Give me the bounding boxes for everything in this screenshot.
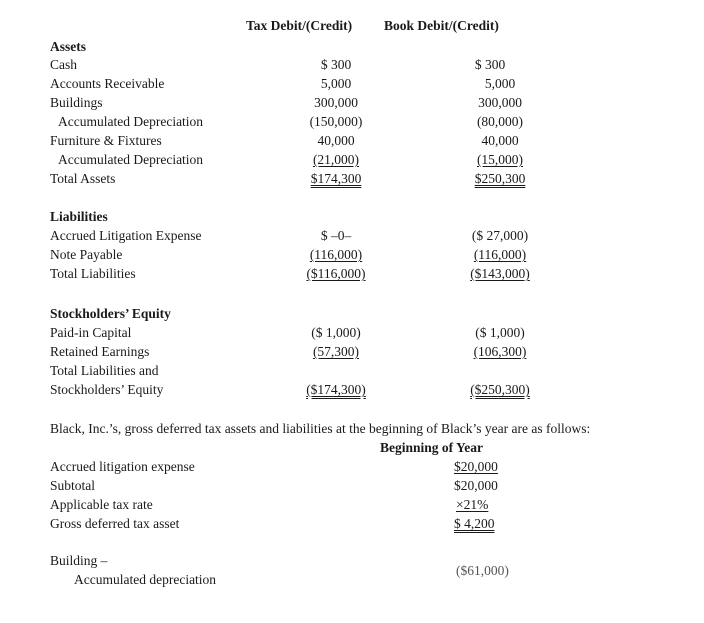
book-value: (106,300) (473, 344, 527, 359)
tax-value: $ 300 (320, 57, 352, 72)
row-label: Accumulated Depreciation (58, 152, 204, 167)
deferred-row-value: $20,000 (454, 478, 498, 493)
row-label: Cash (50, 57, 77, 72)
accumulated-depreciation-label: Accumulated depreciation (74, 572, 217, 587)
row-label: Total Liabilities and (50, 363, 159, 378)
beginning-of-year-header: Beginning of Year (380, 440, 484, 455)
tax-value: ($116,000) (306, 266, 366, 281)
tax-value: 5,000 (320, 76, 352, 91)
deferred-row-label: Subtotal (50, 478, 96, 493)
row-label: Total Liabilities (50, 266, 136, 281)
tax-value: (150,000) (309, 114, 363, 129)
building-value: ($61,000) (456, 563, 509, 578)
book-value: (116,000) (473, 247, 527, 262)
book-value: (80,000) (476, 114, 524, 129)
building-label: Building – (50, 553, 108, 568)
tax-value: ($174,300) (306, 382, 366, 397)
book-value: 40,000 (481, 133, 519, 148)
tax-value: $174,300 (310, 171, 362, 186)
book-column-header: Book Debit/(Credit) (384, 18, 499, 33)
assets-heading: Assets (50, 39, 86, 54)
liabilities-heading: Liabilities (50, 209, 108, 224)
row-label: Stockholders’ Equity (50, 382, 164, 397)
tax-value: (57,300) (312, 344, 360, 359)
equity-heading: Stockholders’ Equity (50, 306, 171, 321)
book-value: 300,000 (478, 95, 522, 110)
tax-value: (21,000) (312, 152, 360, 167)
book-value: 5,000 (484, 76, 516, 91)
deferred-row-label: Applicable tax rate (50, 497, 153, 512)
tax-value: ($ 1,000) (311, 325, 361, 340)
row-label: Accounts Receivable (50, 76, 165, 91)
book-value: ($143,000) (470, 266, 530, 281)
tax-value: 40,000 (317, 133, 355, 148)
row-label: Accrued Litigation Expense (50, 228, 202, 243)
tax-value: $ –0– (320, 228, 352, 243)
row-label: Accumulated Depreciation (58, 114, 204, 129)
book-value: ($250,300) (470, 382, 530, 397)
book-value: $250,300 (474, 171, 526, 186)
book-value: ($ 27,000) (471, 228, 529, 243)
book-value: $ 300 (474, 57, 506, 72)
tax-column-header: Tax Debit/(Credit) (246, 18, 353, 33)
deferred-row-value: ×21% (456, 497, 489, 512)
row-label: Note Payable (50, 247, 123, 262)
deferred-row-label: Gross deferred tax asset (50, 516, 180, 531)
deferred-row-value: $ 4,200 (454, 516, 495, 531)
row-label: Retained Earnings (50, 344, 150, 359)
tax-value: (116,000) (309, 247, 363, 262)
deferred-row-value: $20,000 (454, 459, 498, 474)
row-label: Furniture & Fixtures (50, 133, 162, 148)
deferred-row-label: Accrued litigation expense (50, 459, 195, 474)
row-label: Total Assets (50, 171, 116, 186)
book-value: ($ 1,000) (475, 325, 525, 340)
row-label: Paid-in Capital (50, 325, 132, 340)
book-value: (15,000) (476, 152, 524, 167)
tax-value: 300,000 (314, 95, 358, 110)
row-label: Buildings (50, 95, 103, 110)
deferred-intro: Black, Inc.’s, gross deferred tax assets and liabilities at the beginning of Black’s year are as follows: (50, 421, 591, 436)
